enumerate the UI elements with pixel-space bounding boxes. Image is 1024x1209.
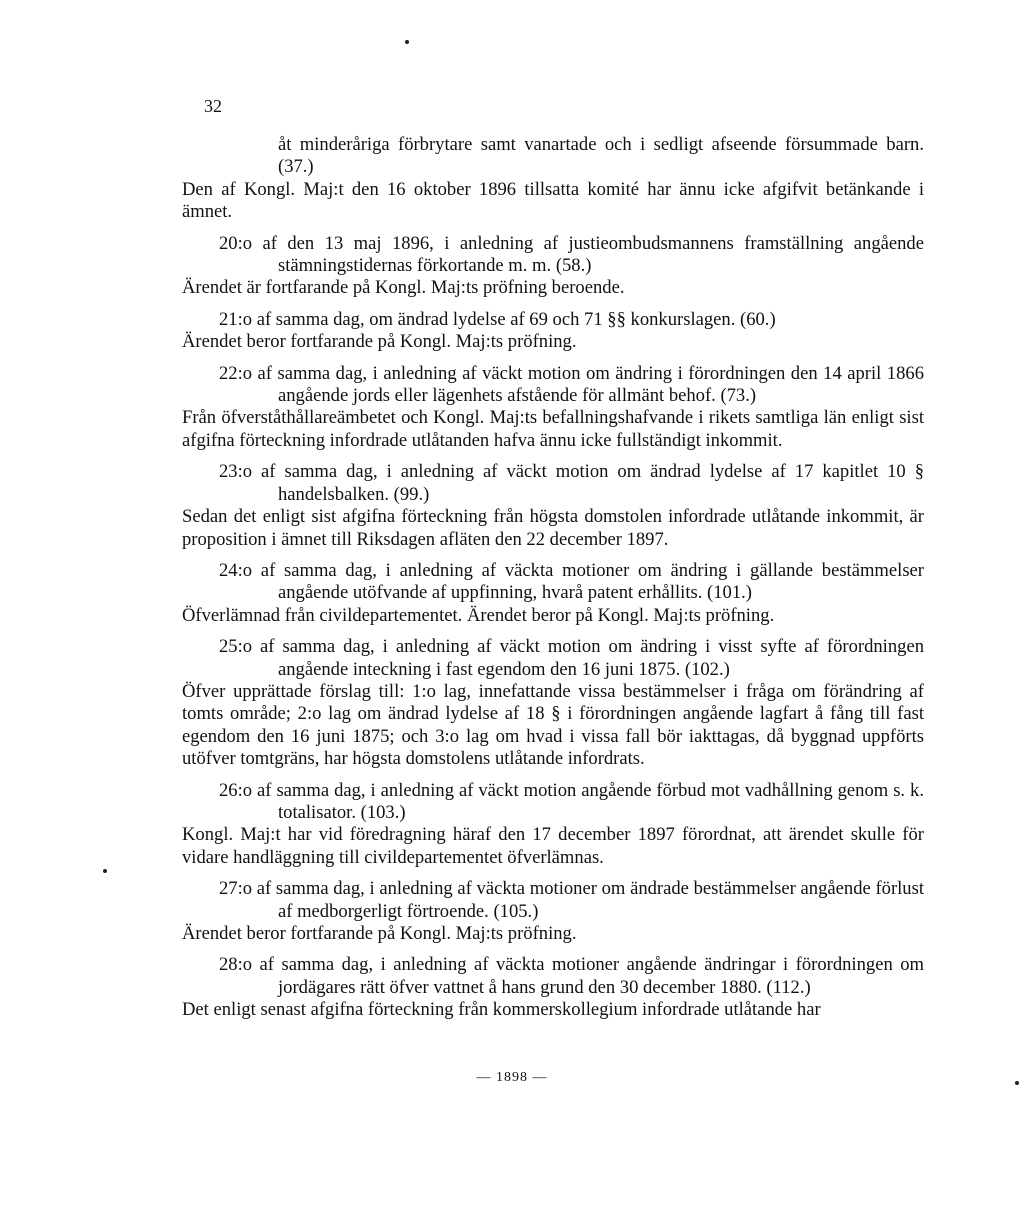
status-note-19: Den af Kongl. Maj:t den 16 oktober 1896 tillsatta komité har ännu icke afgifvit betänkande i ämnet. <box>182 178 924 223</box>
page-footer: — 1898 — <box>476 1070 548 1085</box>
item-23: 23:o af samma dag, i anledning af väckt motion om ändrad lydelse af 17 kapitlet 10 § handelsbalken. (99.) <box>219 461 924 505</box>
status-note-28: Det enligt senast afgifna förteckning från kommerskollegium infordrade utlåtande har <box>182 999 821 1021</box>
item-24: 24:o af samma dag, i anledning af väckta motioner om ändring i gällande bestämmelser angående utöfvande af uppfinning, hvarå patent erhållits. (101.) <box>219 559 924 604</box>
item-27: 27:o af samma dag, i anledning af väckta motioner om ändrade bestämmelser angående förlust af medborgerligt förtroende. (105.) <box>219 878 924 922</box>
status-note-22: Från öfverståthållareämbetet och Kongl. Maj:ts befallningshafvande i rikets samtliga län enligt sist afgifna förteckning infordrade utlåtanden hafva ännu icke fullständigt inkommit. <box>182 407 924 451</box>
item-19-continuation: åt minderåriga förbrytare samt vanartade och i sedligt afseende försummade barn. (37.) <box>278 134 924 178</box>
scan-speck <box>103 869 107 873</box>
status-note-21: Ärendet beror fortfarande på Kongl. Maj:ts pröfning. <box>182 331 577 353</box>
scan-speck <box>405 40 409 44</box>
status-note-24: Öfverlämnad från civildepartementet. Ärendet beror på Kongl. Maj:ts pröfning. <box>182 604 775 626</box>
status-note-26: Kongl. Maj:t har vid föredragning häraf den 17 december 1897 förordnat, att ärendet skulle för vidare handläggning till civildepartementet öfverlämnas. <box>182 824 924 868</box>
status-note-23: Sedan det enligt sist afgifna förteckning från högsta domstolen infordrade utlåtande inkommit, är proposition i ämnet till Riksdagen afläten den 22 december 1897. <box>182 506 924 550</box>
item-22: 22:o af samma dag, i anledning af väckt motion om ändring i förordningen den 14 april 1866 angående jords eller lägenhets afstående för allmänt behof. (73.) <box>219 362 924 407</box>
item-26: 26:o af samma dag, i anledning af väckt motion angående förbud mot vadhållning genom s. k. totalisator. (103.) <box>219 779 924 823</box>
status-note-20: Ärendet är fortfarande på Kongl. Maj:ts pröfning beroende. <box>182 277 625 299</box>
status-note-27: Ärendet beror fortfarande på Kongl. Maj:ts pröfning. <box>182 923 577 944</box>
item-21: 21:o af samma dag, om ändrad lydelse af 69 och 71 §§ konkurslagen. (60.) <box>219 308 776 330</box>
page-number: 32 <box>204 96 222 116</box>
item-28: 28:o af samma dag, i anledning af väckta motioner angående ändringar i förordningen om jordägares rätt öfver vattnet å hans grund den 30 december 1880. (112.) <box>219 954 924 998</box>
scan-speck <box>1015 1081 1019 1085</box>
item-25: 25:o af samma dag, i anledning af väckt motion om ändring i visst syfte af förordningen angående inteckning i fast egendom den 16 juni 1875. (102.) <box>219 636 924 680</box>
status-note-25: Öfver upprättade förslag till: 1:o lag, innefattande vissa bestämmelser i fråga om förändring af tomts område; 2:o lag om ändrad lydelse af 18 § i förordningen angående lagfart å fång till fast egendom den 16 juni 1875; och 3:o lag om hvad i vissa fall bör iakttagas, då byggnad uppförts utöfver tomtgräns, har högsta domstolens utlåtande infordrats. <box>182 680 924 770</box>
item-20: 20:o af den 13 maj 1896, i anledning af justieombudsmannens framställning angående stämningstidernas förkortande m. m. (58.) <box>219 232 924 277</box>
document-body <box>182 134 924 1022</box>
